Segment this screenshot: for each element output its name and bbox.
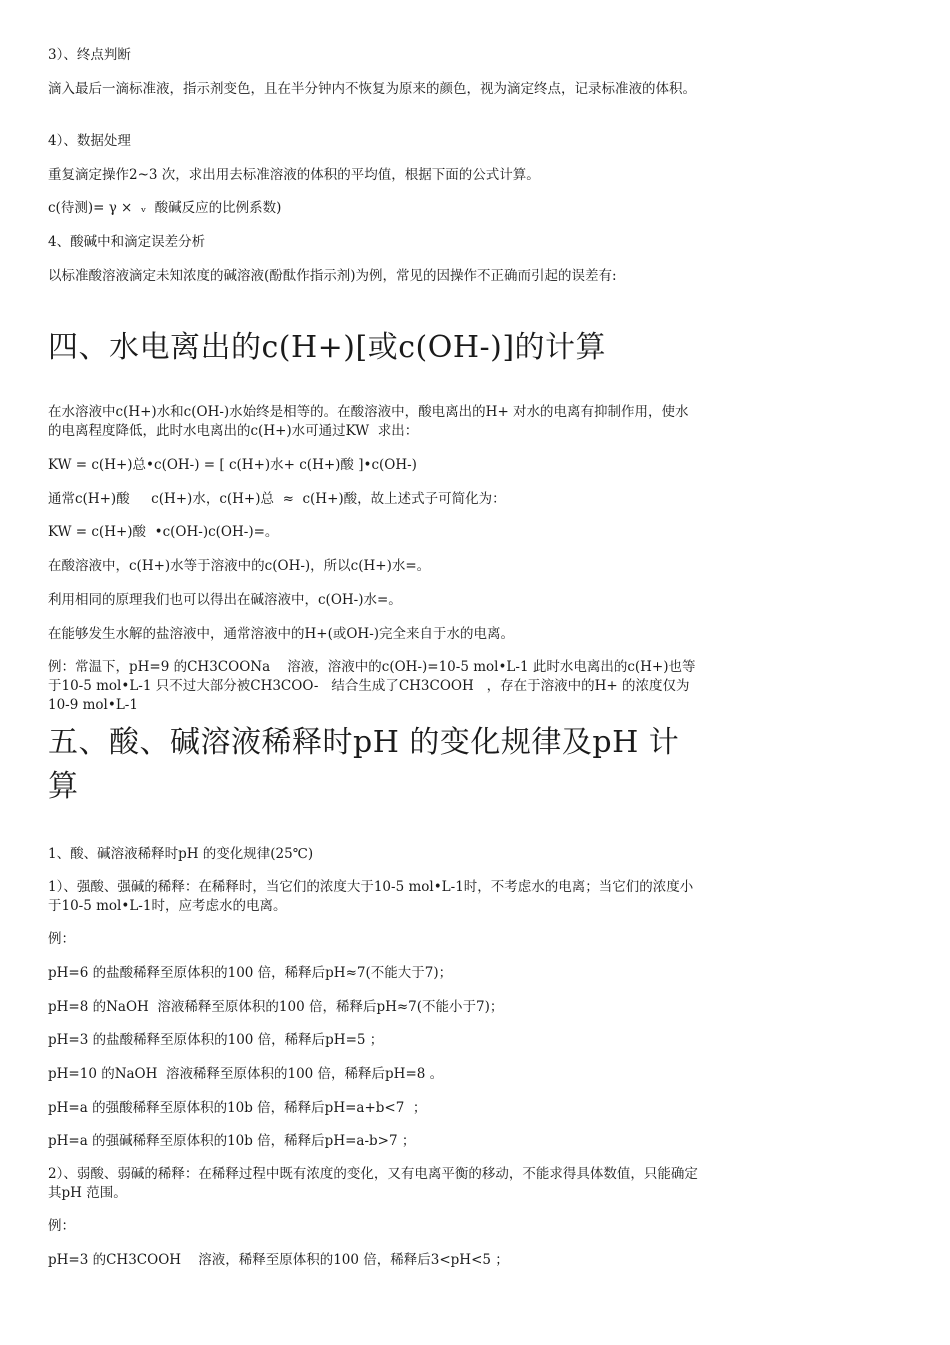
paragraph-acid-solution: 在酸溶液中，c(H+)水等于溶液中的c(OH-)，所以c(H+)水=。: [48, 558, 431, 574]
subheading-error-analysis: 4、酸碱中和滴定误差分析: [48, 234, 206, 250]
paragraph-weak-dilution: 2）、弱酸、弱碱的稀释：在稀释过程中既有浓度的变化，又有电离平衡的移动，不能求得具体数值，只能确定其pH 范围。: [48, 1166, 698, 1201]
example-label: 例：: [48, 1218, 75, 1234]
paragraph-strong-dilution: 1）、强酸、强碱的稀释：在稀释时，当它们的浓度大于10-5 mol•L-1时，不考虑水的电离；当它们的浓度小于10-5 mol•L-1时，应考虑水的电离。: [48, 879, 694, 914]
paragraph-base-solution: 利用相同的原理我们也可以得出在碱溶液中，c(OH-)水=。: [48, 592, 402, 608]
example-line: pH=8 的NaOH 溶液稀释至原体积的100 倍，稀释后pH≈7(不能小于7)；: [48, 999, 504, 1015]
paragraph-repeat-titration: 重复滴定操作2~3 次，求出用去标准溶液的体积的平均值，根据下面的公式计算。: [48, 167, 540, 183]
subheading-data-processing: 4）、数据处理: [48, 133, 131, 149]
example-line: pH=10 的NaOH 溶液稀释至原体积的100 倍，稀释后pH=8 。: [48, 1066, 444, 1082]
paragraph-error-intro: 以标准酸溶液滴定未知浓度的碱溶液(酚酞作指示剂)为例，常见的因操作不正确而引起的误差有:: [48, 268, 617, 284]
example-line: pH=3 的盐酸稀释至原体积的100 倍，稀释后pH=5 ；: [48, 1032, 384, 1048]
example-line: pH=3 的CH3COOH 溶液，稀释至原体积的100 倍，稀释后3<pH<5 ；: [48, 1252, 509, 1268]
paragraph-water-ionization: 在水溶液中c(H+)水和c(OH-)水始终是相等的。在酸溶液中，酸电离出的H+ 对水的电离有抑制作用，使水的电离程度降低，此时水电离出的c(H+)水可通过KW 求出：: [48, 404, 689, 439]
example-line: pH=a 的强碱稀释至原体积的10b 倍，稀释后pH=a-b>7 ；: [48, 1133, 416, 1149]
paragraph-endpoint-desc: 滴入最后一滴标准液，指示剂变色，且在半分钟内不恢复为原来的颜色，视为滴定终点，记录标准液的体积。: [48, 81, 696, 97]
example-line: pH=a 的强酸稀释至原体积的10b 倍，稀释后pH=a+b<7 ；: [48, 1100, 427, 1116]
section-heading-5: 五、酸、碱溶液稀释时pH 的变化规律及pH 计算: [48, 725, 680, 804]
paragraph-simplification: 通常c(H+)酸 c(H+)水，c(H+)总 ≈ c(H+)酸，故上述式子可简化为：: [48, 491, 506, 507]
example-line: pH=6 的盐酸稀释至原体积的100 倍，稀释后pH≈7(不能大于7)；: [48, 965, 453, 981]
paragraph-salt-hydrolysis: 在能够发生水解的盐溶液中，通常溶液中的H+(或OH-)完全来自于水的电离。: [48, 626, 515, 642]
subheading-endpoint: 3）、终点判断: [48, 47, 131, 63]
example-label: 例：: [48, 931, 75, 947]
formula-kw-expanded: KW = c(H+)总•c(OH-) = [ c(H+)水+ c(H+)酸 ]•c(OH-): [48, 457, 417, 473]
formula-kw-simplified: KW = c(H+)酸 •c(OH-)c(OH-)=。: [48, 524, 279, 540]
section-heading-4: 四、水电离出的c(H+)[或c(OH-)]的计算: [48, 330, 607, 365]
paragraph-example-ch3coona: 例：常温下，pH=9 的CH3COONa 溶液，溶液中的c(OH-)=10-5 mol•L-1 此时水电离出的c(H+)也等于10-5 mol•L-1 只不过大部分被CH3COO- 结合生成了CH3COOH ，存在于溶液中的H+ 的浓度仅为10-9 mol•L-1: [48, 659, 696, 713]
formula-concentration: c(待测)= γ × ᵥ 酸碱反应的比例系数): [48, 200, 282, 216]
subheading-dilution-rules: 1、酸、碱溶液稀释时pH 的变化规律(25℃): [48, 846, 314, 862]
